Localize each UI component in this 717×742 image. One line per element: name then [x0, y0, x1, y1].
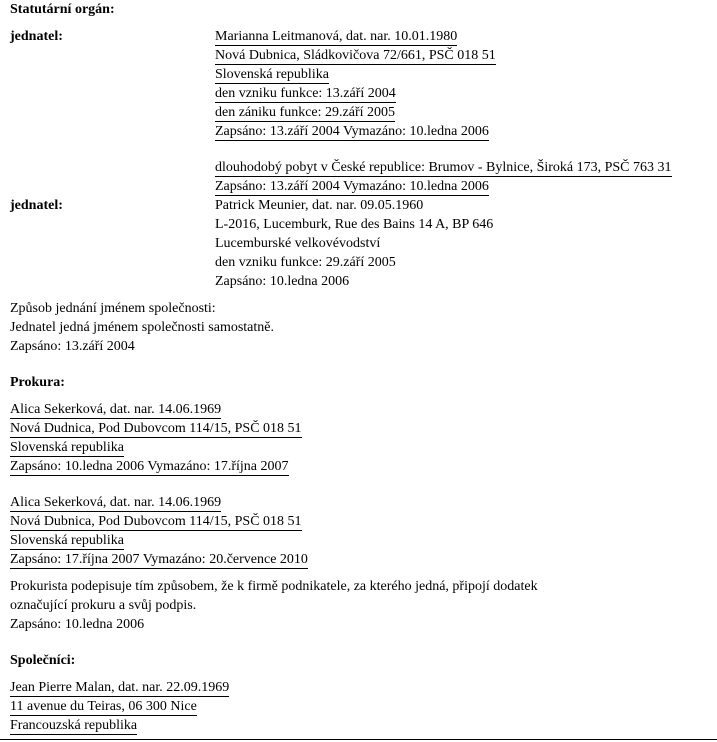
jednatel-1-stay: dlouhodobý pobyt v České republice: Brumov - Bylnice, Široká 173, PSČ 763 31 — [215, 160, 672, 175]
jednatel-1-stay-registered: Zapsáno: 13.září 2004 Vymazáno: 10.ledna 2006 — [215, 179, 489, 194]
prokura-2-name: Alica Sekerková, dat. nar. 14.06.1969 — [10, 495, 222, 510]
prokura-2-address: Nová Dubnica, Pod Dubovcom 114/15, PSČ 018 51 — [10, 514, 302, 529]
prokura-1-address: Nová Dudnica, Pod Dubovcom 114/15, PSČ 018 51 — [10, 421, 302, 436]
register-extract — [10, 0, 715, 735]
prokura-1-name: Alica Sekerková, dat. nar. 14.06.1969 — [10, 402, 222, 417]
jednatel-1-end: den zániku funkce: 29.září 2005 — [215, 105, 395, 120]
prokura-signing-2: označující prokuru a svůj podpis. — [10, 598, 197, 613]
prokura-heading: Prokura: — [10, 375, 65, 390]
prokura-signing-1: Prokurista podepisuje tím způsobem, že k firmě podnikatele, za kterého jedná, připojí dodatek — [10, 579, 538, 594]
jednatel-1-section — [10, 27, 715, 196]
jednatel-1-country: Slovenská republika — [215, 67, 329, 82]
prokura-2-country: Slovenská republika — [10, 533, 124, 548]
jednatel-2-section — [10, 196, 715, 291]
prokura-2-registered: Zapsáno: 17.října 2007 Vymazáno: 20.července 2010 — [10, 552, 308, 567]
acting-registered: Zapsáno: 13.září 2004 — [10, 339, 135, 354]
jednatel-1-registered: Zapsáno: 13.září 2004 Vymazáno: 10.ledna 2006 — [215, 124, 489, 139]
acting-rule: Jednatel jedná jménem společnosti samostatně. — [10, 320, 274, 335]
prokura-signing-registered: Zapsáno: 10.ledna 2006 — [10, 617, 145, 632]
jednatel-1-name: Marianna Leitmanová, dat. nar. 10.01.1980 — [215, 29, 458, 44]
jednatel-2-start: den vzniku funkce: 29.září 2005 — [215, 255, 396, 270]
partner-1-country: Francouzská republika — [10, 718, 138, 733]
page-bottom-rule — [0, 739, 717, 740]
acting-title: Způsob jednání jménem společnosti: — [10, 301, 216, 316]
partner-1-name: Jean Pierre Malan, dat. nar. 22.09.1969 — [10, 680, 230, 695]
prokura-1-registered: Zapsáno: 10.ledna 2006 Vymazáno: 17.října 2007 — [10, 459, 289, 474]
jednatel-2-name: Patrick Meunier, dat. nar. 09.05.1960 — [215, 198, 424, 213]
jednatel-1-start: den vzniku funkce: 13.září 2004 — [215, 86, 396, 101]
partners-heading: Společníci: — [10, 653, 76, 668]
jednatel-1-address: Nová Dubnica, Sládkovičova 72/661, PSČ 018 51 — [215, 48, 496, 63]
jednatel-2-registered: Zapsáno: 10.ledna 2006 — [215, 274, 350, 289]
prokura-1-country: Slovenská republika — [10, 440, 124, 455]
jednatel-2-label: jednatel: — [10, 198, 63, 213]
statutory-heading: Statutární orgán: — [10, 2, 115, 17]
jednatel-1-label: jednatel: — [10, 29, 63, 44]
partner-1-address: 11 avenue du Teiras, 06 300 Nice — [10, 699, 197, 714]
jednatel-2-address: L-2016, Lucemburk, Rue des Bains 14 A, BP 646 — [215, 217, 494, 232]
jednatel-2-country: Lucemburské velkovévodství — [215, 236, 381, 251]
